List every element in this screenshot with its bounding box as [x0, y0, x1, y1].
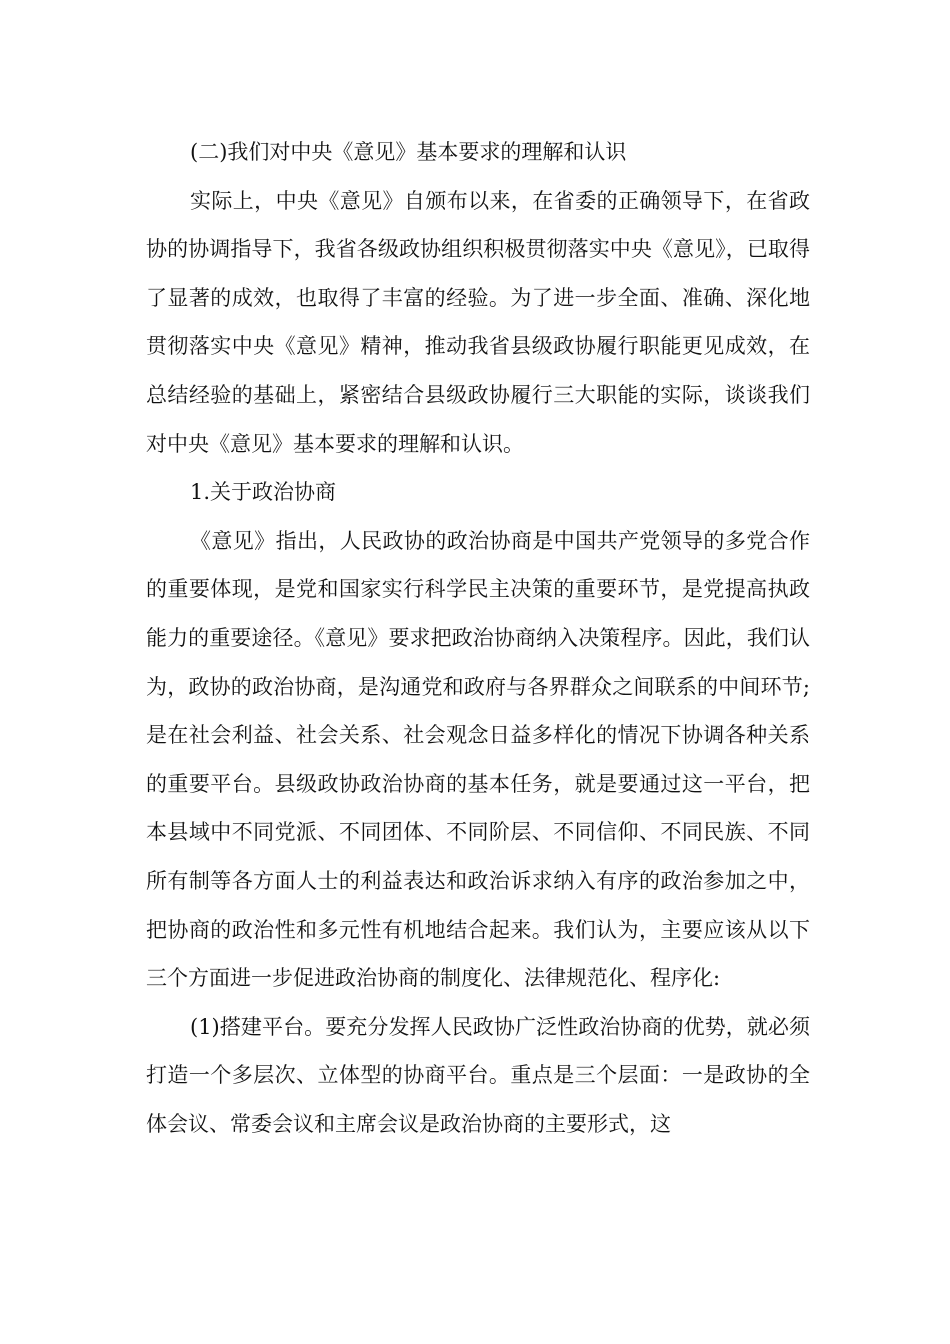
- paragraph: (1)搭建平台。要充分发挥人民政协广泛性政治协商的优势，就必须打造一个多层次、立体型的协商平台。重点是三个层面：一是政协的全体会议、常委会议和主席会议是政治协商的主要形式，这: [146, 1014, 810, 1136]
- paragraph: 实际上，中央《意见》自颁布以来，在省委的正确领导下，在省政协的协调指导下，我省各级政协组织积极贯彻落实中央《意见》，已取得了显著的成效，也取得了丰富的经验。为了进一步全面、准确、深化地贯彻落实中央《意见》精神，推动我省县级政协履行职能更见成效，在总结经验的基础上，紧密结合县级政协履行三大职能的实际，谈谈我们对中央《意见》基本要求的理解和认识。: [146, 188, 810, 456]
- subheading: 1.关于政治协商: [190, 480, 337, 505]
- document-body: [146, 128, 810, 1148]
- section-heading: (二)我们对中央《意见》基本要求的理解和认识: [190, 140, 627, 164]
- paragraph: 《意见》指出，人民政协的政治协商是中国共产党领导的多党合作的重要体现，是党和国家实行科学民主决策的重要环节，是党提高执政能力的重要途径。《意见》要求把政治协商纳入决策程序。因此，我们认为，政协的政治协商，是沟通党和政府与各界群众之间联系的中间环节;是在社会利益、社会关系、社会观念日益多样化的情况下协调各种关系的重要平台。县级政协政治协商的基本任务，就是要通过这一平台，把本县域中不同党派、不同团体、不同阶层、不同信仰、不同民族、不同所有制等各方面人士的利益表达和政治诉求纳入有序的政治参加之中，把协商的政治性和多元性有机地结合起来。我们认为，主要应该从以下三个方面进一步促进政治协商的制度化、法律规范化、程序化:: [146, 528, 810, 991]
